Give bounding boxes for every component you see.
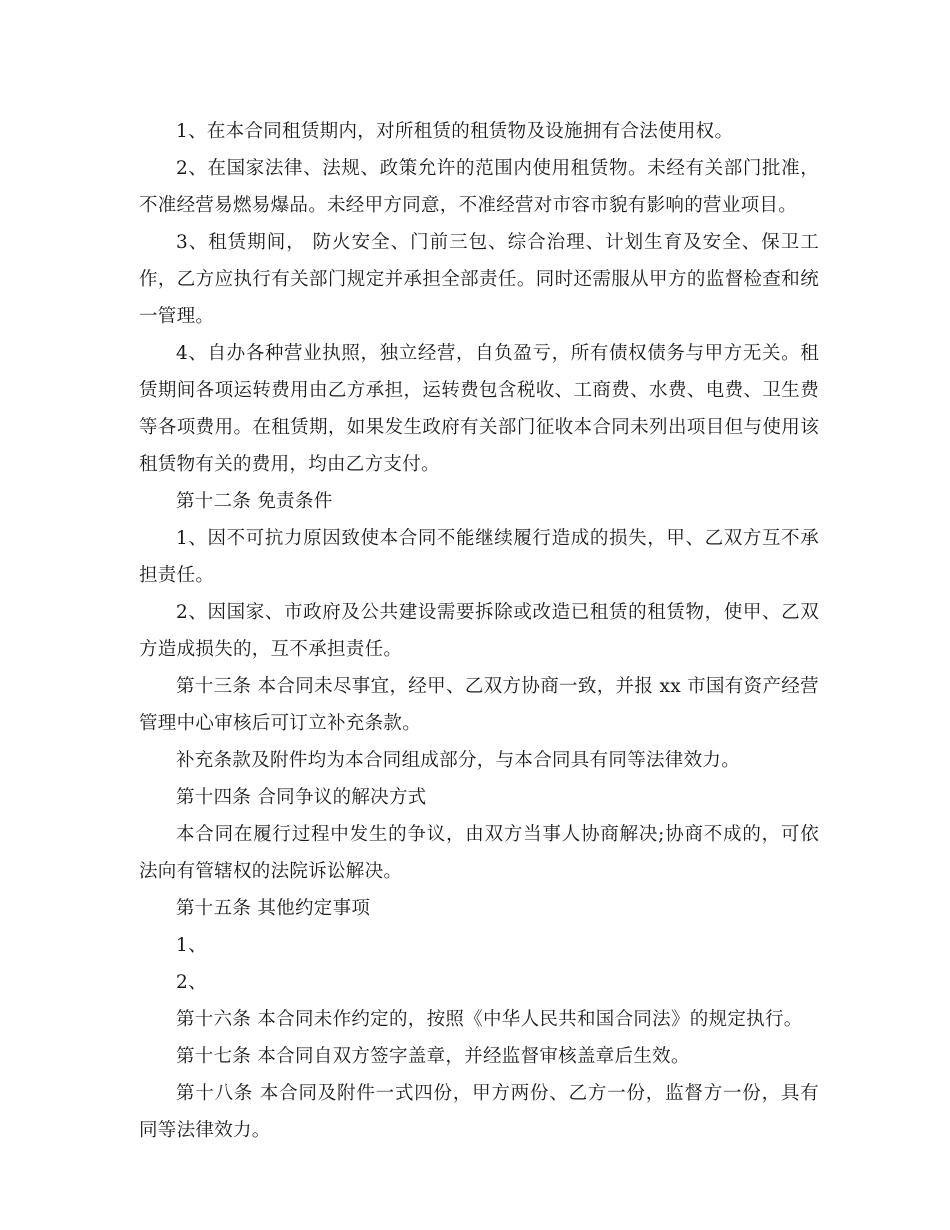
article-14-body: 本合同在履行过程中发生的争议，由双方当事人协商解决;协商不成的，可依法向有管辖权的法院诉讼解决。 [139,824,819,882]
clause-item-4: 4、自办各种营业执照，独立经营，自负盈亏，所有债权债务与甲方无关。租赁期间各项运转费用由乙方承担，运转费包含税收、工商费、水费、电费、卫生费等各项费用。在租赁期，如果发生政府有关部门征收本合同未列出项目但与使用该租赁物有关的费用，均由乙方支付。 [139,343,819,475]
article-12-item-1: 1、因不可抗力原因致使本合同不能继续履行造成的损失，甲、乙双方互不承担责任。 [139,528,819,586]
article-13: 第十三条 本合同未尽事宜，经甲、乙双方协商一致，并报 xx 市国有资产经营管理中心审核后可订立补充条款。 [139,676,819,734]
document-body [139,113,819,1149]
article-12-heading: 第十二条 免责条件 [176,491,333,512]
article-18: 第十八条 本合同及附件一式四份，甲方两份、乙方一份，监督方一份，具有同等法律效力。 [139,1083,819,1141]
supplementary-clause-note: 补充条款及附件均为本合同组成部分，与本合同具有同等法律效力。 [176,750,741,771]
article-16: 第十六条 本合同未作约定的，按照《中华人民共和国合同法》的规定执行。 [176,1009,803,1030]
article-12-item-2: 2、因国家、市政府及公共建设需要拆除或改造已租赁的租赁物，使甲、乙双方造成损失的，互不承担责任。 [139,602,819,660]
article-15-heading: 第十五条 其他约定事项 [176,898,371,919]
clause-item-1: 1、在本合同租赁期内，对所租赁的租赁物及设施拥有合法使用权。 [176,121,734,142]
article-17: 第十七条 本合同自双方签字盖章，并经监督审核盖章后生效。 [176,1046,690,1067]
article-14-heading: 第十四条 合同争议的解决方式 [176,787,427,808]
article-15-item-1: 1、 [176,935,207,956]
clause-item-3: 3、租赁期间， 防火安全、门前三包、综合治理、计划生育及安全、保卫工作，乙方应执行有关部门规定并承担全部责任。同时还需服从甲方的监督检查和统一管理。 [139,232,819,327]
article-15-item-2: 2、 [176,972,207,993]
clause-item-2: 2、在国家法律、法规、政策允许的范围内使用租赁物。未经有关部门批准，不准经营易燃易爆品。未经甲方同意，不准经营对市容市貌有影响的营业项目。 [139,158,819,216]
